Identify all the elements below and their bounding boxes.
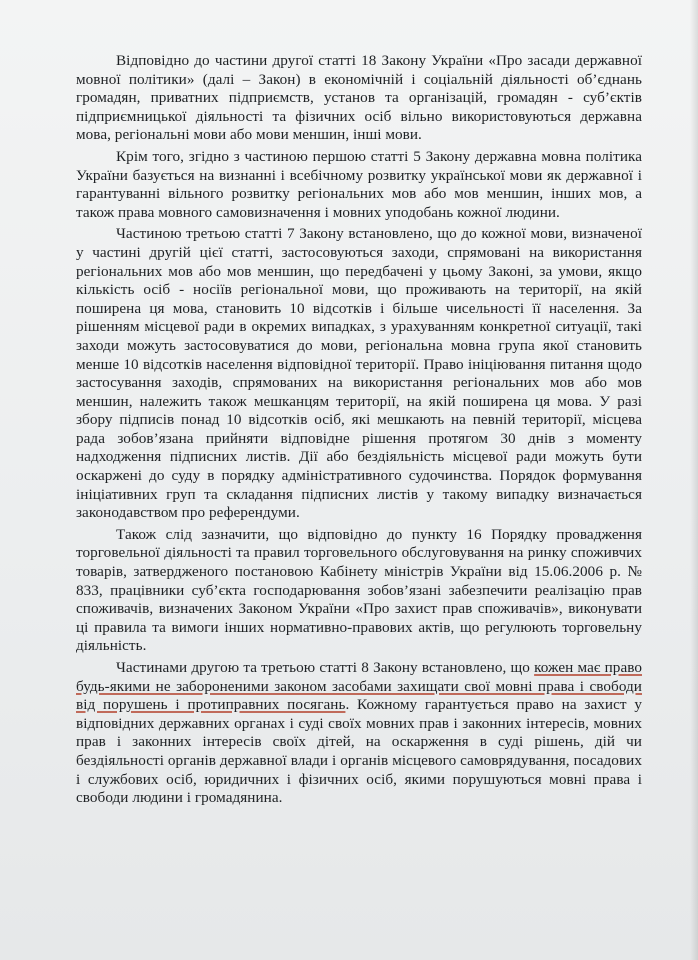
paragraph-article-8-rest: . Кожному гарантується право на захист у відповідних державних органах і суді своїх мовних прав і законних інтересів, мовних прав і законних інтересів своїх дітей, на оскарження в суді рішень, дій чи бездіяльності органів державної влади і органів місцевого самоврядування, посадових і службових осіб, юридичних і фізичних осіб, якими порушуються мовні права і свободи людини і громадянина. xyxy=(76,696,642,807)
document-body xyxy=(76,52,642,811)
paragraph-article-8 xyxy=(76,659,642,808)
paragraph-article-8-intro: Частинами другою та третьою статті 8 Закону встановлено, що xyxy=(116,659,535,676)
paragraph-article-5: Крім того, згідно з частиною першою статті 5 Закону державна мовна політика України базується на визнанні і всебічному розвитку української мови як державної і гарантуванні вільного розвитку регіональних мов або мов меншин, інших мов, а також права мовного самовизначення і мовних уподобань кожної людини. xyxy=(76,147,642,221)
underlined-rights-clause: кожен має право будь-якими не забороненими законом засобами захищати свої мовні права і свободи від порушень і протиправних посягань xyxy=(76,659,642,714)
paragraph-article-7: Частиною третьою статті 7 Закону встановлено, що до кожної мови, визначеної у частині другій цієї статті, застосовуються заходи, спрямовані на використання регіональних мов або мов меншин, що передбачені у цьому Законі, за умови, якщо кількість осіб - носіїв регіональної мови, що проживають на території, на якій поширена ця мова, становить 10 відсотків і більше чисельності її населення. За рішенням місцевої ради в окремих випадках, з урахуванням конкретної ситуації, такі заходи можуть застосовуватися до мови, регіональна мовна група якої становить менше 10 відсотків населення відповідної території. Право ініціювання питання щодо застосування заходів, спрямованих на використання регіональних мов або мов меншин, належить також мешканцям території, на якій поширена ця мова. У разі збору підписів понад 10 відсотків осіб, які мешкають на певній території, місцева рада зобов’язана прийняти відповідне рішення протягом 30 днів з моменту надходження підписних листів. Дії або бездіяльність місцевої ради можуть бути оскаржені до суду в порядку адміністративного судочинства. Порядок формування ініціативних груп та складання підписних листів у такому випадку визначається законодавством про референдуми. xyxy=(76,225,642,522)
paragraph-article-18: Відповідно до частини другої статті 18 Закону України «Про засади державної мовної політики» (далі – Закон) в економічній і соціальній діяльності об’єднань громадян, приватних підприємств, установ та організацій, громадян - суб’єктів підприємницької діяльності та фізичних осіб вільно використовуються державна мова, регіональні мови або мови меншин, інші мови. xyxy=(76,52,642,144)
paragraph-trade-rules: Також слід зазначити, що відповідно до пункту 16 Порядку провадження торговельної діяльності та правил торговельного обслуговування на ринку споживчих товарів, затвердженого постановою Кабінету міністрів України від 15.06.2006 р. № 833, працівники суб’єкта господарювання зобов’язані забезпечити реалізацію прав споживачів, визначених Законом України «Про захист прав споживачів», виконувати ці правила та вимоги інших нормативно-правових актів, що регулюють торговельну діяльність. xyxy=(76,525,642,655)
page-edge-shadow xyxy=(690,0,698,960)
